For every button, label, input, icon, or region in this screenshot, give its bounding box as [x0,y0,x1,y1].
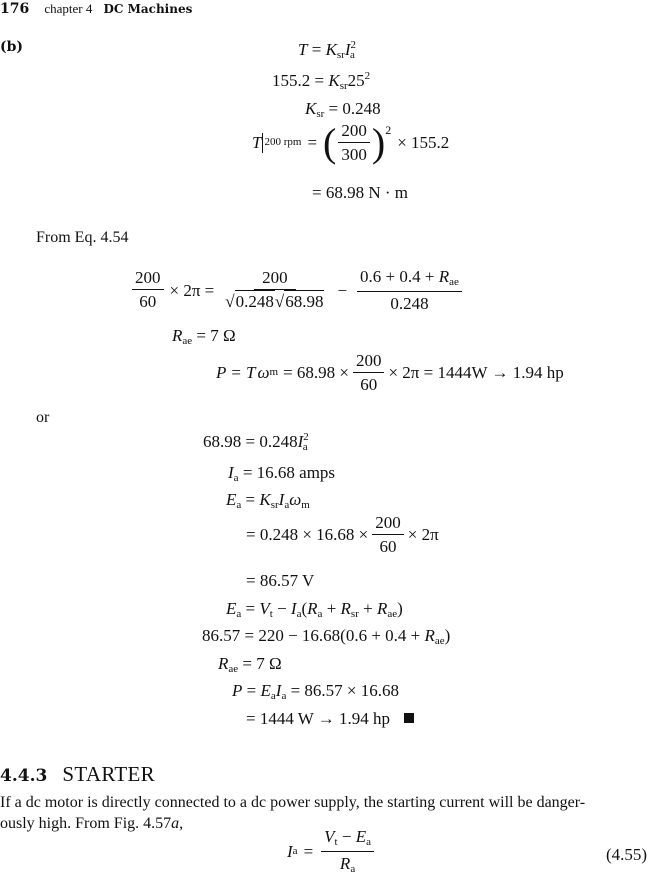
eq-ea-numeric: = 0.248 × 16.68 × $\frac{200}{60}$ × 2π [246,513,439,556]
eq-power-2: $P = E_aI_a = 86.57 \times 16.68$ [232,681,400,702]
eq-torque-relation: $T = K_{sr}I^2_a$ [298,39,357,61]
page-number: 176 [0,1,30,17]
section-paragraph-line-2: ously high. From Fig. 4.57a, [0,815,184,832]
eq-kvl: $E_a = V_t - I_a(R_a + R_{sr} + R_{ae})$ [226,599,403,620]
page-header [0,0,192,16]
eq-power-2-result: = 1444 W → 1.94 hp [246,710,414,727]
eq-number-4-55: (4.55) [606,845,648,864]
section-heading [0,764,155,785]
eq-torque-200rpm: T 200 rpm = ( $\frac{200}{300}$ ) $^2$ × 155.2 [252,119,450,165]
section-number: 4.4.3 [0,766,48,786]
eq-4-55: I a = $\frac{V_t - E_a}{R_a}$ [287,828,376,875]
eq-power-1: P = T ω m = 68.98 × $\frac{200}{60}$ × 2π = 1444W → 1.94 hp [216,351,564,394]
eq-rae-1: $R_{ae} = 7$ Ω [172,326,236,347]
section-paragraph-line-1: If a dc motor is directly connected to a dc power supply, the starting current will be danger- [0,794,586,811]
eq-substitution: $155.2 = K_{sr}25^2$ [272,70,371,92]
section-title: STARTER [62,762,155,786]
eq-ksr-value: $K_{sr} = 0.248$ [305,99,381,120]
eq-speed: $\frac{200}{60}$ × 2π = $\frac{200}{√0.248√68.98}$ − $\frac{0.6 + 0.4 + R_{ae}}{0.248}$ [130,268,464,312]
eq-ia-squared: $68.98 = 0.248I^2_a$ [203,431,309,453]
eq-torque-result: = 68.98 N · m [312,183,408,202]
or-text: or [36,409,50,426]
eq-ea-value: = 86.57 V [246,571,315,590]
eq-ia: $I_a = 16.68$ amps [228,463,336,484]
chapter-title: DC Machines [103,2,193,16]
eq-kvl-numeric: $86.57 = 220 - 16.68(0.6 + 0.4 + R_{ae})$ [202,626,451,647]
from-eq-text: From Eq. 4.54 [36,229,129,246]
end-of-proof-icon [404,713,414,723]
eq-ea-relation: $E_a = K_{sr}I_a\omega_m$ [226,490,310,511]
eq-rae-2: $R_{ae} = 7$ Ω [218,654,282,675]
chapter-label: chapter 4 [44,1,93,16]
part-label: (b) [0,39,24,55]
